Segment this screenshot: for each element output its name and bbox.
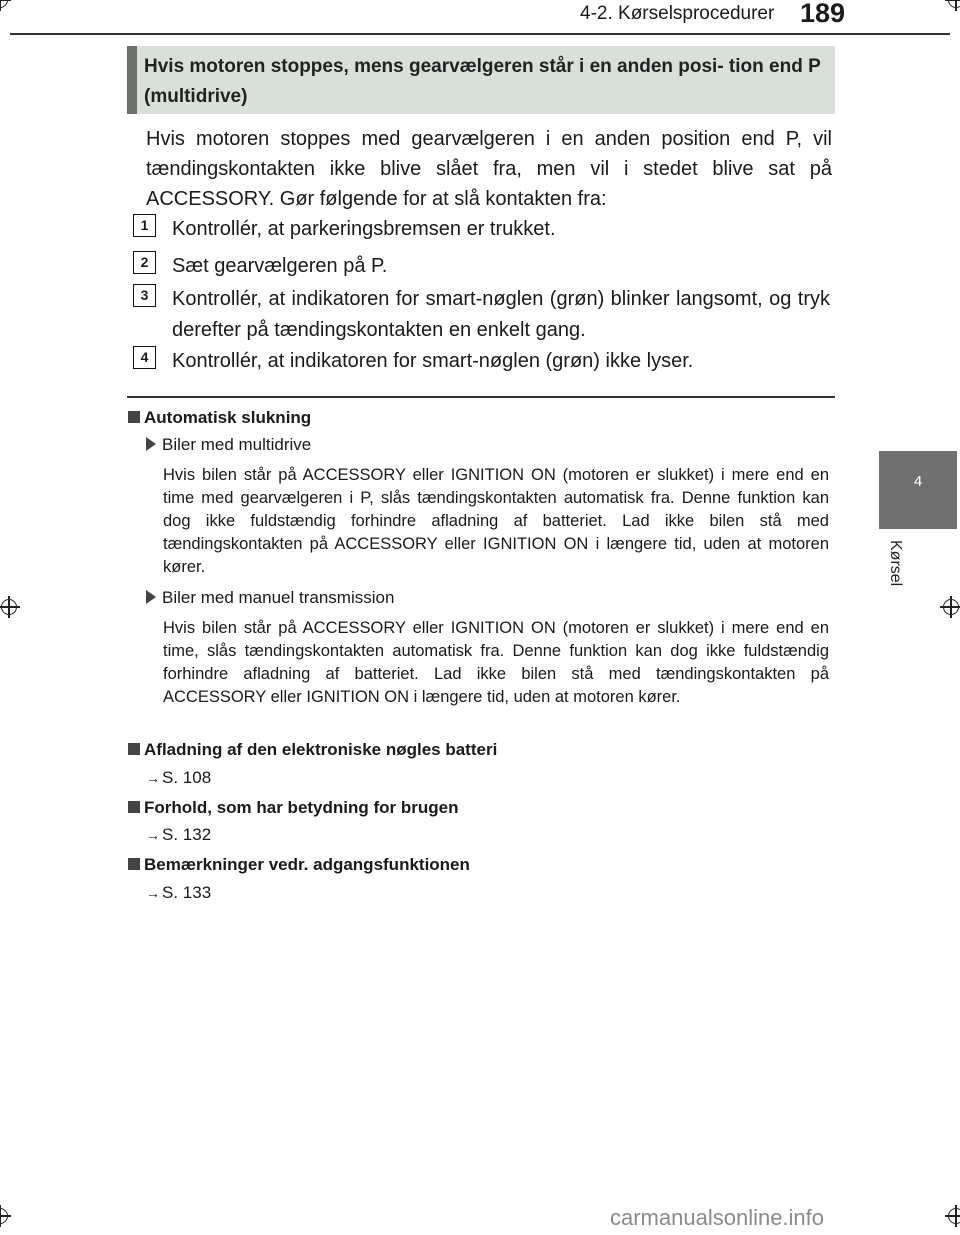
square-bullet-icon	[128, 411, 140, 423]
subheading-multidrive	[146, 434, 311, 456]
multidrive-paragraph: Hvis bilen står på ACCESSORY eller IGNITION ON (motoren er slukket) i mere end en time med gearvælgeren i P, slås tændingskontakten automatisk fra. Denne funktion kan dog ikke fuldstændig forhindre afladning af batteriet. Lad ikke bilen stå med tændingskontakten på ACCESSORY eller IGNITION ON i længere tid, uden at motoren kører.	[163, 466, 829, 576]
step-text: Kontrollér, at indikatoren for smart-nøglen (grøn) blinker langsomt, og tryk derefter på tændingskontakten en enkelt gang.	[172, 288, 830, 341]
arrow-right-icon: →	[146, 827, 160, 843]
step-number-badge: 1	[133, 214, 156, 237]
header-rule	[10, 33, 950, 35]
crop-mark-top-left	[0, 0, 11, 11]
manual-paragraph: Hvis bilen står på ACCESSORY eller IGNITION ON (motoren er slukket) i mere end en time, slås tændingskontakten automatisk fra. Denne funktion kan dog ikke fuldstændig forhindre afladning af batteriet. Lad ikke bilen stå med tændingskontakten på ACCESSORY eller IGNITION ON i længere tid, uden at motoren kører.	[163, 619, 829, 706]
section-divider	[127, 396, 835, 398]
note-heading-conditions	[128, 797, 459, 819]
chapter-label: Kørsel	[887, 540, 904, 587]
page-reference-access[interactable]	[146, 882, 211, 904]
subheading-manual	[146, 587, 394, 609]
step-text: Kontrollér, at parkeringsbremsen er trukket.	[172, 218, 556, 240]
intro-paragraph: Hvis motoren stoppes med gearvælgeren i en anden position end P, vil tændingskontakten ikke blive slået fra, men vil i stedet blive sat på ACCESSORY. Gør følgende for at slå kontakten fra:	[146, 128, 832, 210]
step-number-badge: 4	[133, 346, 156, 369]
crop-mark-bottom-left	[0, 1205, 11, 1227]
subheading-text: Biler med manuel transmission	[162, 588, 395, 607]
arrow-right-icon: →	[146, 770, 160, 786]
step-number-badge: 2	[133, 251, 156, 274]
crop-mark-mid-right	[940, 596, 960, 618]
chapter-tab	[879, 451, 957, 529]
page-number: 189	[800, 0, 846, 28]
step-text: Sæt gearvælgeren på P.	[172, 255, 388, 277]
triangle-bullet-icon	[146, 590, 156, 604]
section-title: 4-2. Kørselsprocedurer	[580, 3, 775, 24]
note-heading-text: Bemærkninger vedr. adgangsfunktionen	[144, 855, 470, 874]
reference-text: S. 133	[162, 883, 212, 902]
step-text: Kontrollér, at indikatoren for smart-nøglen (grøn) ikke lyser.	[172, 350, 694, 372]
subheading-text: Biler med multidrive	[162, 435, 312, 454]
triangle-bullet-icon	[146, 437, 156, 451]
chapter-number: 4	[913, 473, 923, 490]
note-heading-text: Forhold, som har betydning for brugen	[144, 798, 459, 817]
square-bullet-icon	[128, 801, 140, 813]
note-heading-auto-off	[128, 407, 311, 429]
page-reference-conditions[interactable]	[146, 824, 211, 846]
arrow-right-icon: →	[146, 885, 160, 901]
note-heading-text: Automatisk slukning	[144, 408, 312, 427]
reference-text: S. 132	[162, 825, 212, 844]
topic-title: Hvis motoren stoppes, mens gearvælgeren står i en anden posi- tion end P (multidrive)	[144, 56, 821, 107]
crop-mark-bottom-right	[945, 1205, 960, 1227]
note-heading-access	[128, 854, 470, 876]
page-reference-battery[interactable]	[146, 767, 211, 789]
title-accent-bar	[127, 46, 137, 114]
square-bullet-icon	[128, 743, 140, 755]
topic-title-box	[127, 46, 835, 114]
crop-mark-top-right	[945, 0, 960, 11]
chapter-label-container	[880, 540, 908, 600]
note-heading-text: Afladning af den elektroniske nøgles batteri	[144, 740, 498, 759]
watermark: carmanualsonline.info	[610, 1205, 825, 1230]
square-bullet-icon	[128, 858, 140, 870]
crop-mark-mid-left	[0, 596, 20, 618]
step-number-badge: 3	[133, 284, 156, 307]
reference-text: S. 108	[162, 768, 212, 787]
note-heading-battery	[128, 739, 497, 761]
